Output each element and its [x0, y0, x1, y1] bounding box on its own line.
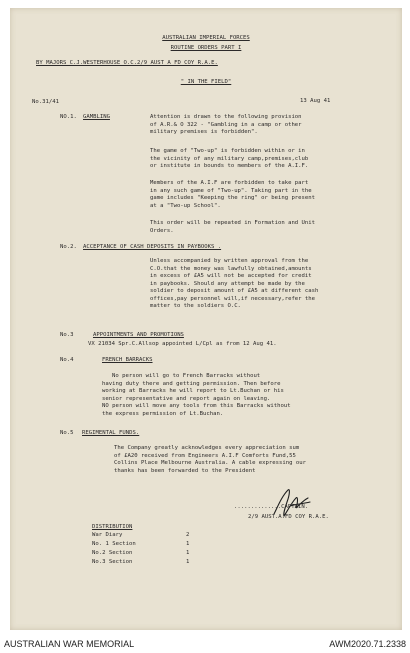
distribution-count: 2	[186, 532, 190, 538]
item-5-heading: REGIMENTAL FUNDS.	[82, 430, 140, 436]
item-2-number: No.2.	[60, 244, 77, 250]
distribution-row: No.3 Section	[92, 559, 133, 565]
item-1-para-2: The game of "Two-up" is forbidden within or in the vicinity of any military camp,premises,club or institute in bounds to members of the A.I.F.	[150, 148, 309, 169]
distribution-row: No.2 Section	[92, 550, 133, 556]
signature-rank: ..............CAPTAIN.	[234, 504, 309, 510]
item-4-para-1: No person will go to French Barracks without having duty there and getting permission. Then before working at Barracks he will report to Lt.Buchan or his senior representative and report again on leaving. NO person will move any tools from this Barracks without the express permission of Lt.Buchan.	[102, 373, 291, 417]
order-number: No.31/41	[32, 99, 59, 105]
location: " IN THE FIELD"	[180, 79, 232, 85]
item-1-para-4: This order will be repeated in Formation and Unit Orders.	[150, 220, 316, 234]
item-4-number: No.4	[60, 357, 74, 363]
item-2-heading: ACCEPTANCE OF CASH DEPOSITS IN PAYBOOKS .	[83, 244, 222, 250]
distribution-count: 1	[186, 550, 190, 556]
byline: BY MAJORS C.J.WESTERHOUSE O.C.2/9 AUST A FD COY R.A.E.	[36, 60, 218, 66]
distribution-row: No. 1 Section	[92, 541, 136, 547]
item-1-heading: GAMBLING	[83, 114, 110, 120]
signature-unit: 2/9 AUST.A.FD COY R.A.E.	[248, 514, 329, 520]
order-date: 13 Aug 41	[300, 98, 331, 104]
item-2-para-1: Unless accompanied by written approval from the C.O.that the money was lawfully obtained,amounts in excess of £A5 will not be accepted for credit in paybooks. Should any attempt be made by the soldier to deposit amount of £A5 at different cash offices,pay personnel will,if necessary,refer the matter to the soldiers O.C.	[150, 258, 319, 309]
item-3-heading: APPOINTMENTS AND PROMOTIONS	[93, 332, 184, 338]
item-1-para-1: Attention is drawn to the following provision of A.R.& O 322 - "Gambling in a camp or other military premises is forbidden".	[150, 114, 302, 135]
item-3-number: No.3	[60, 332, 74, 338]
item-5-para-1: The Company greatly acknowledges every appreciation sum of £A20 received from Engineers A.I.F Comforts Fund,55 Collins Place Melbourne Australia. A cable expressing our thanks has been forwarded to the President	[114, 445, 306, 474]
distribution-count: 1	[186, 559, 190, 565]
item-1-number: NO.1.	[60, 114, 77, 120]
distribution-row: War Diary	[92, 532, 123, 538]
item-4-heading: FRENCH BARRACKS	[102, 357, 153, 363]
footer-catalogue-id: AWM2020.71.2338	[329, 639, 406, 649]
org-heading: AUSTRALIAN IMPERIAL FORCES	[162, 35, 250, 41]
footer-institution: AUSTRALIAN WAR MEMORIAL	[4, 639, 135, 649]
distribution-heading: DISTRIBUTION	[92, 524, 133, 530]
item-5-number: No.5	[60, 430, 74, 436]
document-page	[10, 8, 402, 630]
item-1-para-3: Members of the A.I.F are forbidden to take part in any such game of "Two-up". Taking part in the game includes "Keeping the ring" or being present at a "Two-up School".	[150, 180, 316, 209]
distribution-count: 1	[186, 541, 190, 547]
archive-footer	[0, 636, 410, 653]
item-3-line: VX 21034 Spr.C.Allsop appointed L/Cpl as from 12 Aug 41.	[88, 341, 277, 347]
document-title: ROUTINE ORDERS PART I	[170, 45, 242, 51]
